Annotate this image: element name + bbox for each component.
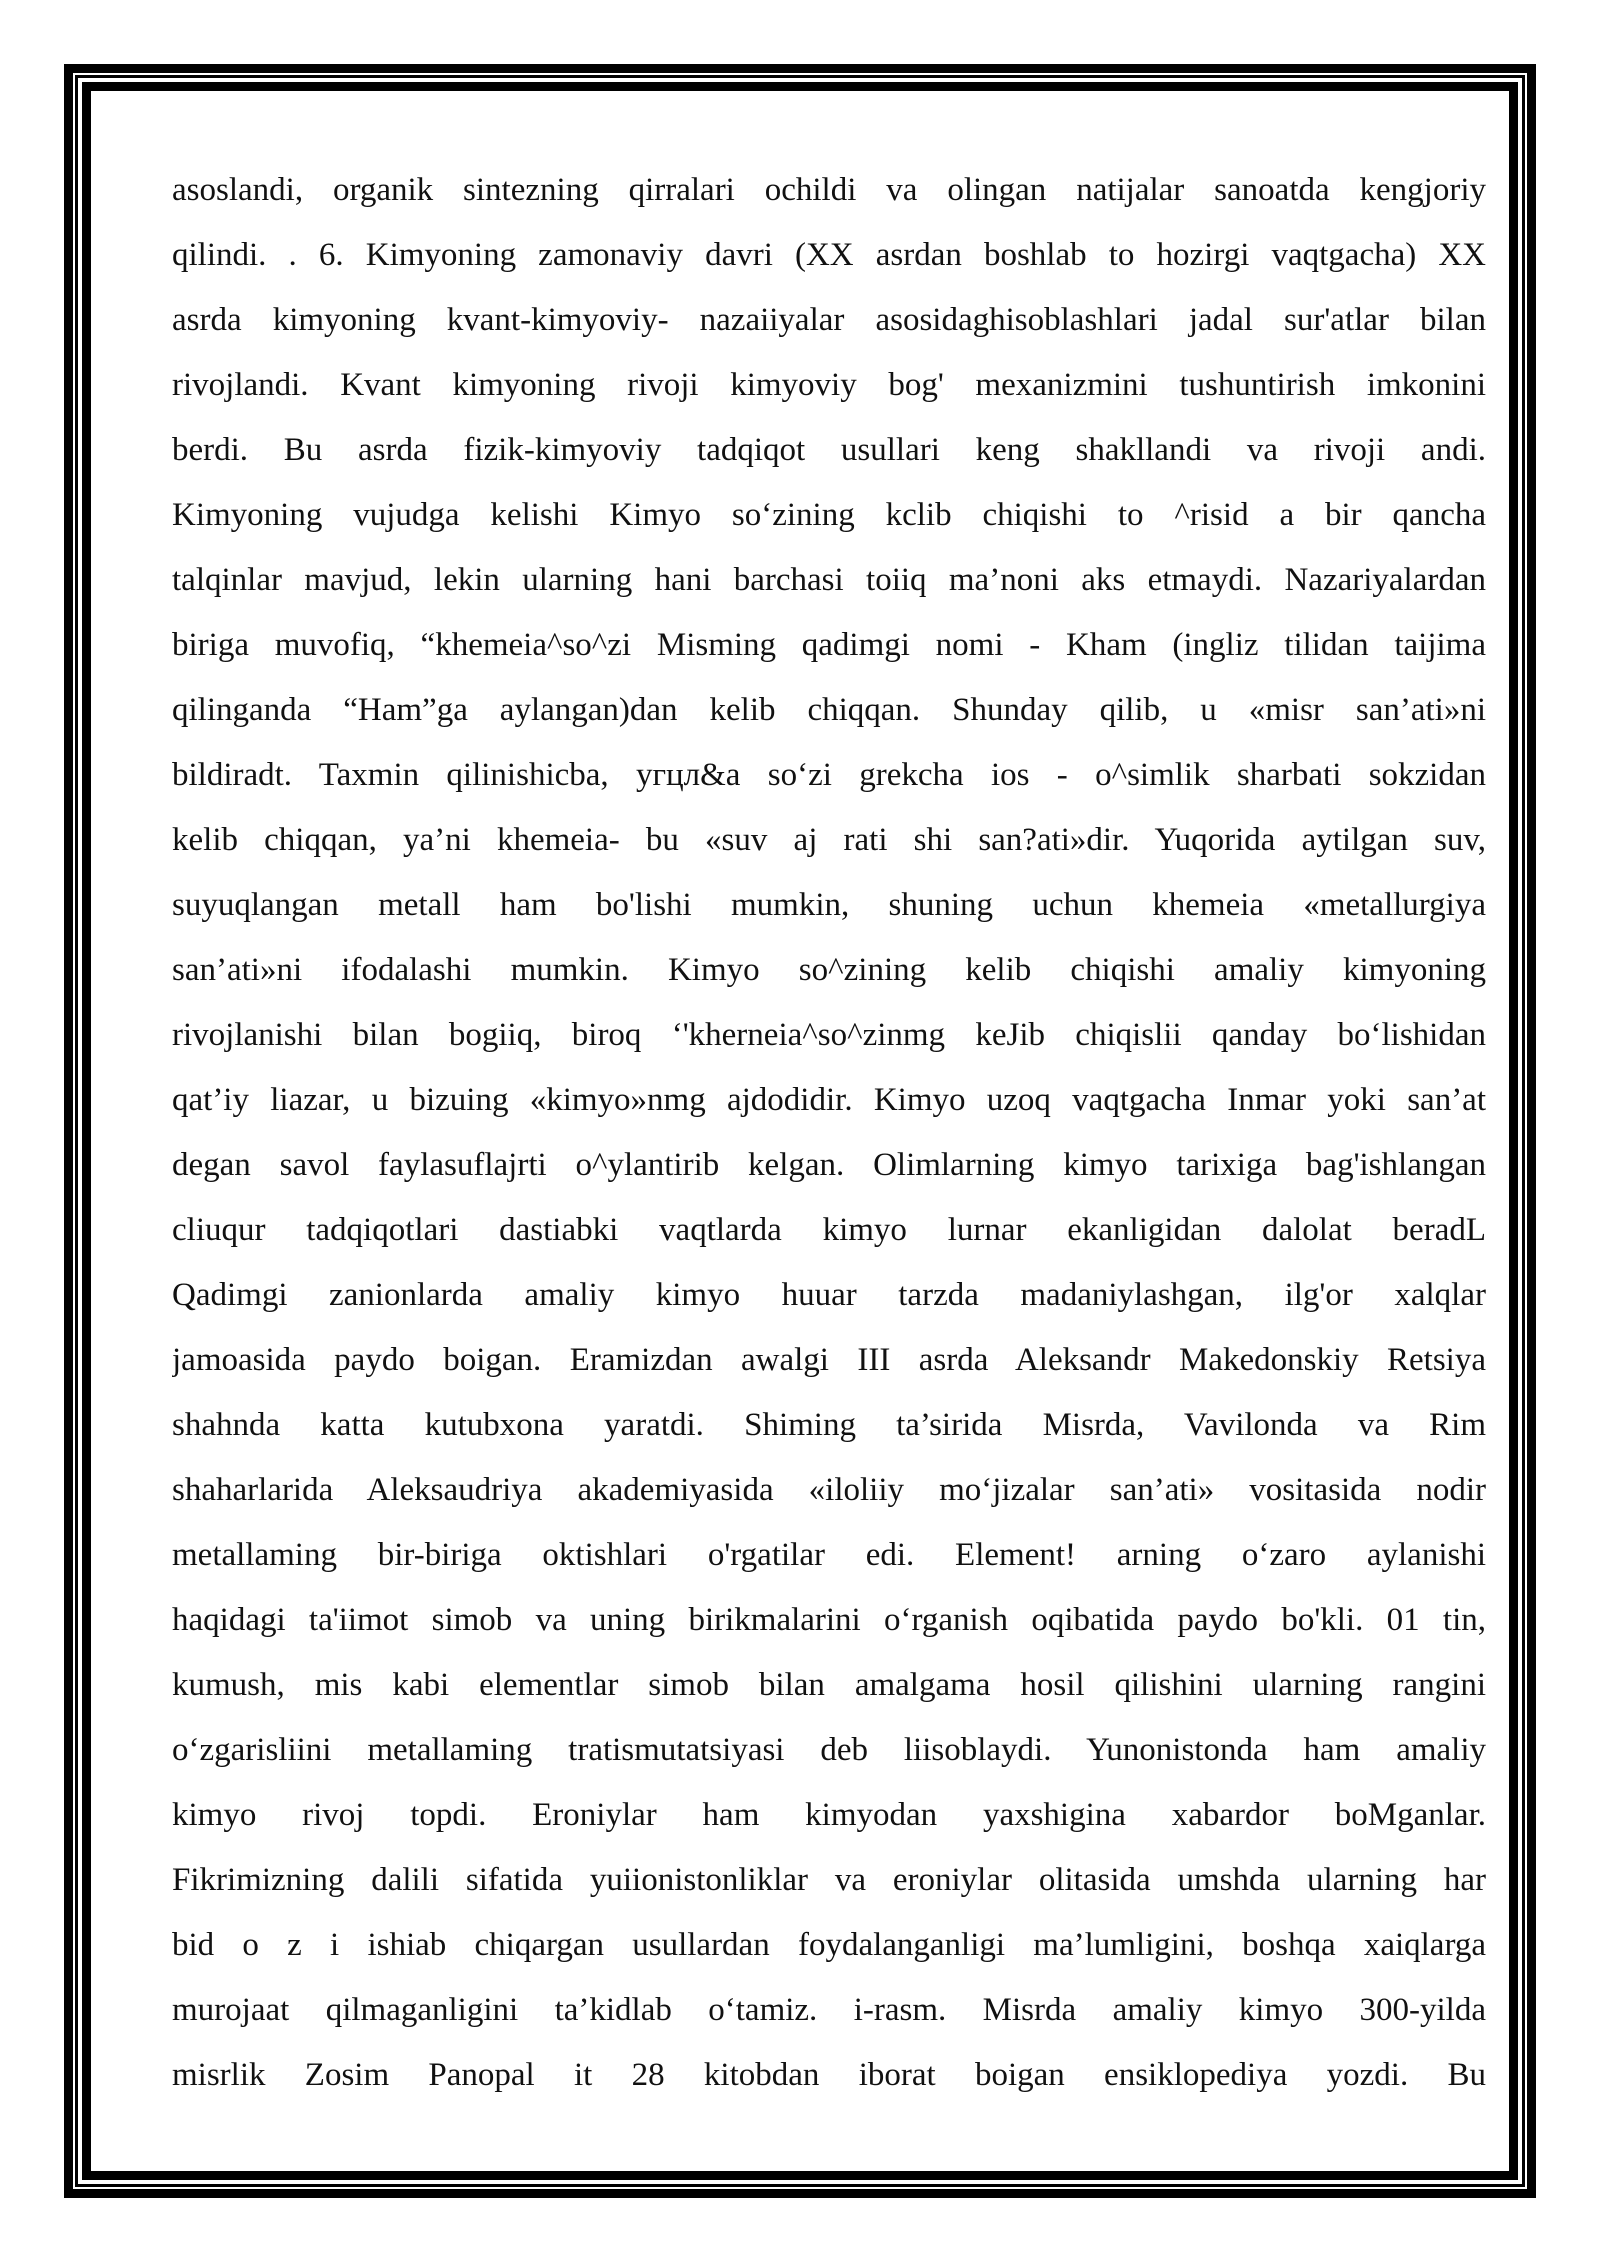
text-line: suyuqlangan metall ham bo'lishi mumkin, shuning uchun khemeia «metallurgiya (172, 887, 1486, 923)
text-line: kelib chiqqan, ya’ni khemeia- bu «suv aj rati shi san?ati»dir. Yuqorida aytilgan suv, (172, 822, 1486, 858)
text-line: degan savol faylasuflajrti o^ylantirib kelgan. Olimlarning kimyo tarixiga bag'ishlangan (172, 1147, 1486, 1183)
text-line: kimyo rivoj topdi. Eroniylar ham kimyodan yaxshigina xabardor boMganlar. (172, 1797, 1486, 1833)
text-line: asrda kimyoning kvant-kimyoviy- nazaiiyalar asosidaghisoblashlari jadal sur'atlar bilan (172, 302, 1486, 338)
text-line: metallaming bir-biriga oktishlari o'rgatilar edi. Element! arning o‘zaro aylanishi (172, 1537, 1486, 1573)
text-line: san’ati»ni ifodalashi mumkin. Kimyo so^zining kelib chiqishi amaliy kimyoning (172, 952, 1486, 988)
text-line: shaharlarida Aleksaudriya akademiyasida «iloliiy mo‘jizalar san’ati» vositasida nodir (172, 1472, 1486, 1508)
text-line: rivojlanishi bilan bogiiq, biroq ‘'kherneia^so^zinmg keJib chiqislii qanday bo‘lishidan (172, 1017, 1486, 1053)
text-line: talqinlar mavjud, lekin ularning hani barchasi toiiq ma’noni aks etmaydi. Nazariyalardan (172, 562, 1486, 598)
text-line: bildiradt. Taxmin qilinishicba, угцл&a so‘zi grekcha ios - o^simlik sharbati sokzidan (172, 757, 1486, 793)
text-line: cliuqur tadqiqotlari dastiabki vaqtlarda kimyo lurnar ekanligidan dalolat beradL (172, 1212, 1486, 1248)
text-line: kumush, mis kabi elementlar simob bilan amalgama hosil qilishini ularning rangini (172, 1667, 1486, 1703)
text-line: jamoasida paydo boigan. Eramizdan awalgi III asrda Aleksandr Makedonskiy Retsiya (172, 1342, 1486, 1378)
document-body (172, 158, 1486, 2108)
text-line: haqidagi ta'iimot simob va uning birikmalarini o‘rganish oqibatida paydo bo'kli. 01 tin, (172, 1602, 1486, 1638)
text-line: asoslandi, organik sintezning qirralari ochildi va olingan natijalar sanoatda kengjoriy (172, 172, 1486, 208)
text-line: o‘zgarisliini metallaming tratismutatsiyasi deb liisoblaydi. Yunonistonda ham amaliy (172, 1732, 1486, 1768)
text-line: Qadimgi zanionlarda amaliy kimyo huuar tarzda madaniylashgan, ilg'or xalqlar (172, 1277, 1486, 1313)
text-line: biriga muvofiq, “khemeia^so^zi Misming qadimgi nomi - Kham (ingliz tilidan taijima (172, 627, 1486, 663)
text-line: bid o z i ishiab chiqargan usullardan foydalanganligi ma’lumligini, boshqa xaiqlarga (172, 1927, 1486, 1963)
text-line: berdi. Bu asrda fizik-kimyoviy tadqiqot usullari keng shakllandi va rivoji andi. (172, 432, 1486, 468)
text-line: qat’iy liazar, u bizuing «kimyo»nmg ajdodidir. Kimyo uzoq vaqtgacha Inmar yoki san’at (172, 1082, 1486, 1118)
text-line: Fikrimizning dalili sifatida yuiionistonliklar va eroniylar olitasida umshda ularning har (172, 1862, 1486, 1898)
text-line: rivojlandi. Kvant kimyoning rivoji kimyoviy bog' mexanizmini tushuntirish imkonini (172, 367, 1486, 403)
text-line: murojaat qilmaganligini ta’kidlab o‘tamiz. i-rasm. Misrda amaliy kimyo 300-yilda (172, 1992, 1486, 2028)
text-line: misrlik Zosim Panopal it 28 kitobdan iborat boigan ensiklopediya yozdi. Bu (172, 2057, 1486, 2093)
text-line: shahnda katta kutubxona yaratdi. Shiming ta’sirida Misrda, Vavilonda va Rim (172, 1407, 1486, 1443)
text-line: qilinganda “Ham”ga aylangan)dan kelib chiqqan. Shunday qilib, u «misr san’ati»ni (172, 692, 1486, 728)
text-line: qilindi. . 6. Kimyoning zamonaviy davri (XX asrdan boshlab to hozirgi vaqtgacha) XX (172, 237, 1486, 273)
text-line: Kimyoning vujudga kelishi Kimyo so‘zining kclib chiqishi to ^risid a bir qancha (172, 497, 1486, 533)
